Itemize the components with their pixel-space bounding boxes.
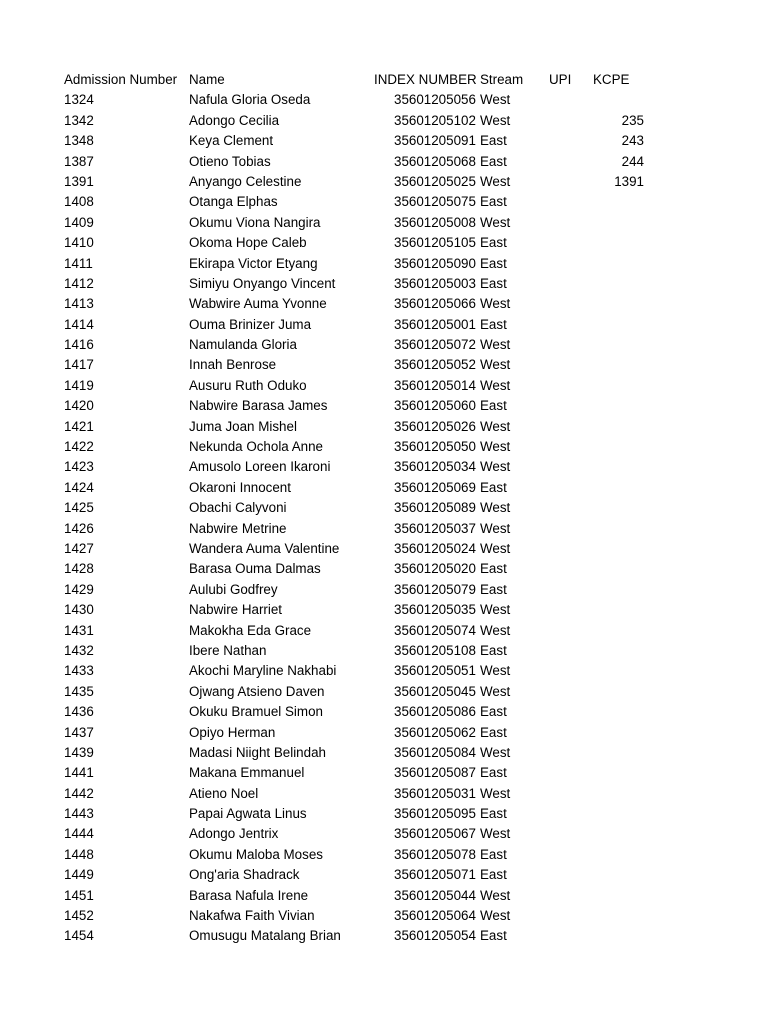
table-row xyxy=(0,886,768,906)
stream-cell: East xyxy=(480,806,507,822)
index-number-cell: 35601205089 xyxy=(394,500,476,516)
admission-number-cell: 1433 xyxy=(64,663,94,679)
index-number-cell: 35601205086 xyxy=(394,704,476,720)
name-cell: Nafula Gloria Oseda xyxy=(189,92,311,108)
stream-cell: East xyxy=(480,704,507,720)
index-number-cell: 35601205026 xyxy=(394,418,476,434)
name-cell: Innah Benrose xyxy=(189,357,277,373)
table-row xyxy=(0,661,768,681)
name-cell: Ong'aria Shadrack xyxy=(189,867,300,883)
index-number-cell: 35601205066 xyxy=(394,296,476,312)
table-row xyxy=(0,621,768,641)
name-cell: Okumu Viona Nangira xyxy=(189,214,321,230)
name-cell: Simiyu Onyango Vincent xyxy=(189,275,336,291)
stream-cell: East xyxy=(480,867,507,883)
admission-number-cell: 1448 xyxy=(64,846,94,862)
admission-number-cell: 1452 xyxy=(64,908,94,924)
stream-cell: West xyxy=(480,418,511,434)
index-number-cell: 35601205072 xyxy=(394,337,476,353)
table-row xyxy=(0,723,768,743)
stream-cell: East xyxy=(480,561,507,577)
admission-number-cell: 1451 xyxy=(64,887,94,903)
stream-cell: West xyxy=(480,683,511,699)
admission-number-cell: 1425 xyxy=(64,500,94,516)
name-cell: Ausuru Ruth Oduko xyxy=(189,377,307,393)
kcpe-cell: 244 xyxy=(621,153,644,169)
name-cell: Nekunda Ochola Anne xyxy=(189,439,324,455)
admission-number-cell: 1324 xyxy=(64,92,94,108)
admission-number-cell: 1410 xyxy=(64,235,94,251)
name-cell: Nabwire Metrine xyxy=(189,520,287,536)
table-row xyxy=(0,519,768,539)
name-cell: Makana Emmanuel xyxy=(189,765,305,781)
name-cell: Nakafwa Faith Vivian xyxy=(189,908,315,924)
index-number-cell: 35601205052 xyxy=(394,357,476,373)
table-row xyxy=(0,172,768,192)
name-cell: Wabwire Auma Yvonne xyxy=(189,296,327,312)
name-cell: Okoma Hope Caleb xyxy=(189,235,307,251)
header-name: Name xyxy=(189,72,225,87)
admission-number-cell: 1426 xyxy=(64,520,94,536)
table-row xyxy=(0,763,768,783)
stream-cell: West xyxy=(480,520,511,536)
stream-cell: East xyxy=(480,581,507,597)
index-number-cell: 35601205045 xyxy=(394,683,476,699)
name-cell: Anyango Celestine xyxy=(189,173,302,189)
stream-cell: East xyxy=(480,928,507,944)
admission-number-cell: 1449 xyxy=(64,867,94,883)
stream-cell: West xyxy=(480,622,511,638)
admission-number-cell: 1348 xyxy=(64,133,94,149)
stream-cell: West xyxy=(480,459,511,475)
table-row xyxy=(0,702,768,722)
table-row xyxy=(0,804,768,824)
table-row xyxy=(0,213,768,233)
admission-number-cell: 1422 xyxy=(64,439,94,455)
table-row xyxy=(0,600,768,620)
table-row xyxy=(0,152,768,172)
header-upi: UPI xyxy=(549,72,572,87)
stream-cell: West xyxy=(480,540,511,556)
admission-number-cell: 1428 xyxy=(64,561,94,577)
admission-number-cell: 1423 xyxy=(64,459,94,475)
table-row xyxy=(0,396,768,416)
table-body xyxy=(0,90,768,946)
header-index-number: INDEX NUMBER xyxy=(374,72,477,87)
name-cell: Madasi Niight Belindah xyxy=(189,744,326,760)
admission-number-cell: 1424 xyxy=(64,479,94,495)
admission-number-cell: 1387 xyxy=(64,153,94,169)
table-row xyxy=(0,641,768,661)
table-row xyxy=(0,90,768,110)
index-number-cell: 35601205102 xyxy=(394,112,476,128)
table-row xyxy=(0,682,768,702)
index-number-cell: 35601205075 xyxy=(394,194,476,210)
index-number-cell: 35601205090 xyxy=(394,255,476,271)
table-row xyxy=(0,845,768,865)
stream-cell: East xyxy=(480,479,507,495)
name-cell: Okuku Bramuel Simon xyxy=(189,704,323,720)
name-cell: Wandera Auma Valentine xyxy=(189,540,340,556)
admission-number-cell: 1417 xyxy=(64,357,94,373)
admission-number-cell: 1436 xyxy=(64,704,94,720)
admission-number-cell: 1411 xyxy=(64,255,93,271)
stream-cell: West xyxy=(480,826,511,842)
stream-cell: East xyxy=(480,194,507,210)
name-cell: Nabwire Barasa James xyxy=(189,398,328,414)
stream-cell: West xyxy=(480,908,511,924)
admission-number-cell: 1419 xyxy=(64,377,94,393)
name-cell: Adongo Jentrix xyxy=(189,826,279,842)
name-cell: Omusugu Matalang Brian xyxy=(189,928,341,944)
table-row xyxy=(0,743,768,763)
header-stream: Stream xyxy=(480,72,524,87)
admission-number-cell: 1429 xyxy=(64,581,94,597)
kcpe-cell: 235 xyxy=(621,112,644,128)
table-row xyxy=(0,192,768,212)
name-cell: Makokha Eda Grace xyxy=(189,622,312,638)
name-cell: Juma Joan Mishel xyxy=(189,418,297,434)
index-number-cell: 35601205095 xyxy=(394,806,476,822)
table-row xyxy=(0,274,768,294)
admission-number-cell: 1454 xyxy=(64,928,94,944)
table-row xyxy=(0,865,768,885)
table-row xyxy=(0,335,768,355)
name-cell: Aulubi Godfrey xyxy=(189,581,278,597)
stream-cell: West xyxy=(480,602,511,618)
index-number-cell: 35601205079 xyxy=(394,581,476,597)
admission-number-cell: 1443 xyxy=(64,806,94,822)
index-number-cell: 35601205069 xyxy=(394,479,476,495)
table-row xyxy=(0,539,768,559)
name-cell: Papai Agwata Linus xyxy=(189,806,307,822)
admission-number-cell: 1409 xyxy=(64,214,94,230)
index-number-cell: 35601205056 xyxy=(394,92,476,108)
admission-number-cell: 1416 xyxy=(64,337,94,353)
admission-number-cell: 1439 xyxy=(64,744,94,760)
stream-cell: West xyxy=(480,112,511,128)
admission-number-cell: 1437 xyxy=(64,724,94,740)
student-list-table xyxy=(0,70,768,947)
admission-number-cell: 1421 xyxy=(64,418,94,434)
stream-cell: West xyxy=(480,173,511,189)
name-cell: Barasa Nafula Irene xyxy=(189,887,309,903)
admission-number-cell: 1441 xyxy=(64,765,94,781)
index-number-cell: 35601205087 xyxy=(394,765,476,781)
admission-number-cell: 1442 xyxy=(64,785,94,801)
stream-cell: East xyxy=(480,846,507,862)
admission-number-cell: 1432 xyxy=(64,642,94,658)
stream-cell: West xyxy=(480,887,511,903)
header-kcpe: KCPE xyxy=(593,72,630,87)
name-cell: Opiyo Herman xyxy=(189,724,276,740)
admission-number-cell: 1444 xyxy=(64,826,94,842)
name-cell: Otieno Tobias xyxy=(189,153,271,169)
name-cell: Amusolo Loreen Ikaroni xyxy=(189,459,331,475)
index-number-cell: 35601205050 xyxy=(394,439,476,455)
index-number-cell: 35601205024 xyxy=(394,540,476,556)
table-row xyxy=(0,580,768,600)
table-row xyxy=(0,478,768,498)
name-cell: Obachi Calyvoni xyxy=(189,500,287,516)
index-number-cell: 35601205108 xyxy=(394,642,476,658)
stream-cell: East xyxy=(480,235,507,251)
index-number-cell: 35601205084 xyxy=(394,744,476,760)
table-row xyxy=(0,784,768,804)
table-row xyxy=(0,254,768,274)
table-row xyxy=(0,498,768,518)
index-number-cell: 35601205037 xyxy=(394,520,476,536)
table-row xyxy=(0,376,768,396)
index-number-cell: 35601205067 xyxy=(394,826,476,842)
stream-cell: East xyxy=(480,642,507,658)
index-number-cell: 35601205064 xyxy=(394,908,476,924)
index-number-cell: 35601205014 xyxy=(394,377,476,393)
stream-cell: West xyxy=(480,337,511,353)
index-number-cell: 35601205091 xyxy=(394,133,476,149)
table-row xyxy=(0,926,768,946)
name-cell: Nabwire Harriet xyxy=(189,602,283,618)
table-row xyxy=(0,417,768,437)
stream-cell: East xyxy=(480,153,507,169)
stream-cell: East xyxy=(480,275,507,291)
stream-cell: West xyxy=(480,500,511,516)
index-number-cell: 35601205078 xyxy=(394,846,476,862)
table-row xyxy=(0,824,768,844)
admission-number-cell: 1391 xyxy=(64,173,94,189)
name-cell: Ouma Brinizer Juma xyxy=(189,316,312,332)
index-number-cell: 35601205051 xyxy=(394,663,476,679)
admission-number-cell: 1413 xyxy=(64,296,94,312)
stream-cell: West xyxy=(480,296,511,312)
stream-cell: East xyxy=(480,133,507,149)
admission-number-cell: 1412 xyxy=(64,275,94,291)
stream-cell: West xyxy=(480,357,511,373)
table-row xyxy=(0,559,768,579)
admission-number-cell: 1420 xyxy=(64,398,94,414)
index-number-cell: 35601205034 xyxy=(394,459,476,475)
table-row xyxy=(0,906,768,926)
index-number-cell: 35601205031 xyxy=(394,785,476,801)
kcpe-cell: 1391 xyxy=(614,173,644,189)
stream-cell: East xyxy=(480,765,507,781)
index-number-cell: 35601205035 xyxy=(394,602,476,618)
table-row xyxy=(0,457,768,477)
name-cell: Akochi Maryline Nakhabi xyxy=(189,663,337,679)
index-number-cell: 35601205003 xyxy=(394,275,476,291)
header-admission-number: Admission Number xyxy=(64,72,178,87)
kcpe-cell: 243 xyxy=(621,133,644,149)
table-row xyxy=(0,294,768,314)
admission-number-cell: 1435 xyxy=(64,683,94,699)
name-cell: Keya Clement xyxy=(189,133,274,149)
admission-number-cell: 1427 xyxy=(64,540,94,556)
index-number-cell: 35601205008 xyxy=(394,214,476,230)
stream-cell: West xyxy=(480,92,511,108)
name-cell: Adongo Cecilia xyxy=(189,112,280,128)
table-row xyxy=(0,233,768,253)
stream-cell: West xyxy=(480,744,511,760)
admission-number-cell: 1430 xyxy=(64,602,94,618)
name-cell: Barasa Ouma Dalmas xyxy=(189,561,321,577)
stream-cell: West xyxy=(480,214,511,230)
index-number-cell: 35601205001 xyxy=(394,316,476,332)
table-row xyxy=(0,131,768,151)
index-number-cell: 35601205020 xyxy=(394,561,476,577)
admission-number-cell: 1342 xyxy=(64,112,94,128)
index-number-cell: 35601205071 xyxy=(394,867,476,883)
index-number-cell: 35601205074 xyxy=(394,622,476,638)
header-row xyxy=(0,70,768,90)
name-cell: Ibere Nathan xyxy=(189,642,267,658)
name-cell: Namulanda Gloria xyxy=(189,337,297,353)
index-number-cell: 35601205044 xyxy=(394,887,476,903)
name-cell: Ekirapa Victor Etyang xyxy=(189,255,318,271)
index-number-cell: 35601205060 xyxy=(394,398,476,414)
table-row xyxy=(0,111,768,131)
table-row xyxy=(0,315,768,335)
name-cell: Okaroni Innocent xyxy=(189,479,291,495)
stream-cell: East xyxy=(480,255,507,271)
name-cell: Atieno Noel xyxy=(189,785,259,801)
admission-number-cell: 1414 xyxy=(64,316,94,332)
index-number-cell: 35601205062 xyxy=(394,724,476,740)
stream-cell: East xyxy=(480,316,507,332)
stream-cell: West xyxy=(480,663,511,679)
stream-cell: East xyxy=(480,724,507,740)
stream-cell: East xyxy=(480,398,507,414)
name-cell: Ojwang Atsieno Daven xyxy=(189,683,325,699)
index-number-cell: 35601205025 xyxy=(394,173,476,189)
stream-cell: West xyxy=(480,377,511,393)
name-cell: Okumu Maloba Moses xyxy=(189,846,323,862)
table-row xyxy=(0,355,768,375)
name-cell: Otanga Elphas xyxy=(189,194,278,210)
index-number-cell: 35601205068 xyxy=(394,153,476,169)
stream-cell: West xyxy=(480,785,511,801)
stream-cell: West xyxy=(480,439,511,455)
index-number-cell: 35601205105 xyxy=(394,235,476,251)
admission-number-cell: 1431 xyxy=(64,622,94,638)
table-row xyxy=(0,437,768,457)
admission-number-cell: 1408 xyxy=(64,194,94,210)
index-number-cell: 35601205054 xyxy=(394,928,476,944)
